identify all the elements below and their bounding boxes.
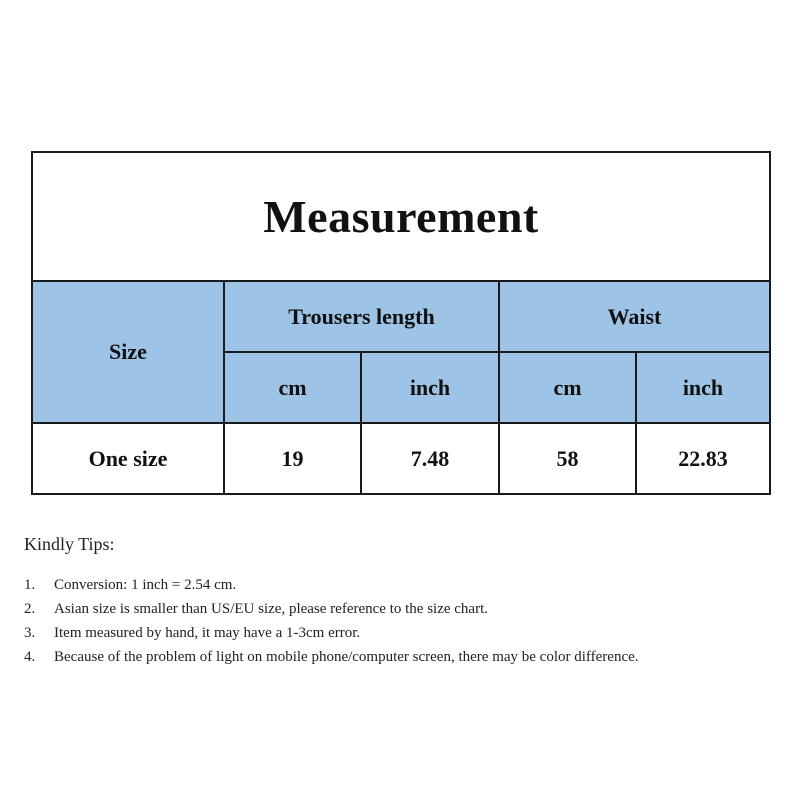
tip-item xyxy=(24,573,764,597)
group-header-waist xyxy=(498,282,769,353)
group-header-label: Waist xyxy=(607,303,662,329)
cell-value: 7.48 xyxy=(410,445,450,471)
tip-item xyxy=(24,621,764,645)
tip-text: Item measured by hand, it may have a 1-3cm error. xyxy=(54,625,361,641)
tips-list xyxy=(24,573,764,669)
tip-number: 4. xyxy=(24,649,36,665)
table-cell xyxy=(360,424,498,493)
row-size-label: One size xyxy=(88,445,168,471)
unit-header-label: inch xyxy=(682,374,724,400)
tip-item xyxy=(24,597,764,621)
cell-value: 58 xyxy=(556,445,579,471)
table-cell xyxy=(223,424,360,493)
unit-header-label: inch xyxy=(409,374,451,400)
unit-header-label: cm xyxy=(553,374,582,400)
cell-value: 22.83 xyxy=(678,445,728,471)
unit-header-cell xyxy=(498,353,635,424)
unit-header-cell xyxy=(635,353,769,424)
unit-header-cell xyxy=(223,353,360,424)
group-header-label: Trousers length xyxy=(288,303,435,329)
table-cell xyxy=(498,424,635,493)
tip-number: 1. xyxy=(24,577,36,593)
table-cell xyxy=(635,424,769,493)
table-title-row xyxy=(33,153,769,282)
cell-value: 19 xyxy=(281,445,304,471)
unit-header-cell xyxy=(360,353,498,424)
size-header-label: Size xyxy=(109,339,147,364)
tip-text: Conversion: 1 inch = 2.54 cm. xyxy=(54,577,237,593)
tip-text: Asian size is smaller than US/EU size, please reference to the size chart. xyxy=(54,601,488,617)
tip-item xyxy=(24,645,764,669)
kindly-tips xyxy=(24,534,764,669)
tip-number: 3. xyxy=(24,625,36,641)
group-header-trousers-length xyxy=(223,282,498,353)
tip-text: Because of the problem of light on mobile phone/computer screen, there may be color difference. xyxy=(54,649,639,665)
measurement-table xyxy=(31,151,771,495)
tips-heading: Kindly Tips: xyxy=(24,534,115,554)
table-title: Measurement xyxy=(263,191,539,242)
tip-number: 2. xyxy=(24,601,36,617)
size-header-cell xyxy=(33,282,223,424)
unit-header-label: cm xyxy=(278,374,307,400)
row-size-cell xyxy=(33,424,223,493)
